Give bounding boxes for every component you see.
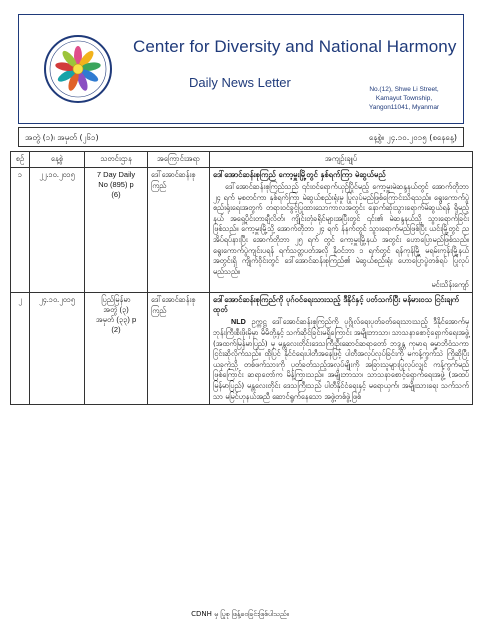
news-headline: ဒေါ်အောင်ဆန်းစုကြည်ကို ပုဂ်ဝင်ရေးသားသည့် ဒီနိုင်နှင့် ပတ်သက်ပြီး မန်မားဝသ ငြင်းချက်ထုတ် <box>213 295 460 315</box>
news-body: ဒေါ်အောင်ဆန်းစုကြည်သည် ၎င်းဝင်ရောက်ယှဉ်ပြိုင်မည့် ကော့မှူးမဲဆန္ဒနယ်တွင် အောက်တိုဘာ ၂၄ ရက် မှစတင်ကာ နှစ်ရက်ကြာ မဲဆွယ်စည်းရုံးမှု ပြုလုပ်မည်ဖြစ်ကြောင်းသိရသည်။ ရွေးကောက်ပွဲ စည်းရုံးရေးအတွက် တရားဝင်ခွင့်ပြုထားသောကာလအတွင်း နောက်ဆုံးသွားရောက်မဲဆွယ်ရန် ရှိမည့်နယ် အရှေ့ပိုင်းတာချီလိတ်၊ ကျိုင်းတုံခရိုင်များအပြီးတွင် ၎င်း၏ မဲဆန္ဒနယ်သို့ သွားရောက်ခြင်းဖြစ်သည်။ ကော့မှူးမြို့သို့ အောက်တိုဘာ ၂၄ ရက် နံနက်တွင် သွားရောက်မည်ဖြစ်ပြီး ယင်းမြို့တွင် ညအိပ်ရပ်နားပြီး အောက်တိုဘာ ၂၅ ရက် တွင် ကော့မှူးမြို့နယ် အတွင်း ဟောပြောမည်ဖြစ်သည်။ ရွေးကောက်ပွဲကျင်းပရန် ရက်သတ္တပတ်အလို နိုဝင်ဘာ ၁ ရက်တွင် ရန်ကုန်မြို့ မရမ်းကုန်းမြို့နယ်အတွင်းရှိ ကျိုက်ဝိုင်းတွင် ဒေါ်အောင်ဆန်းစုကြည်၏ မဲဆွယ်စည်းရုံး ဟောပြောပွဲတစ်ရပ် ပြုလုပ်မည်သည်။ <box>213 182 469 276</box>
row-date: ၂၄.၁၀.၂၀၁၅ <box>30 293 85 405</box>
row-date: ၂၂.၁၀.၂၀၁၅ <box>30 168 85 293</box>
footer-credit: CDNH မှ ပြုစု ဖြန့်ဝေခြင်းဖြစ်ပါသည်။ <box>191 610 289 618</box>
source-line: No (895) p <box>98 180 134 189</box>
issue-info-bar <box>18 127 464 147</box>
news-headline: ဒေါ်အောင်ဆန်းစုကြည် ကော့မှူးမြို့တွင် နှစ်ရက်ကြာ မဲဆွယ်မည် <box>213 170 386 179</box>
news-body-tag: NLD <box>231 317 246 327</box>
news-body-paragraph <box>213 317 469 402</box>
organization-title: Center for Diversity and National Harmony <box>133 37 457 56</box>
issue-volume: အတွဲ (၁)၊ အမှတ် (၂၆၁) <box>25 133 99 142</box>
row-number: ၁ <box>11 168 30 293</box>
source-line: အတွဲ (၃) <box>103 305 129 315</box>
source-line: 7 Day Daily <box>96 170 136 179</box>
diversity-harmony-logo-icon <box>41 29 115 109</box>
row-summary <box>210 168 473 293</box>
news-table <box>10 151 473 405</box>
source-line: ပြည်မြန်မာ <box>101 295 131 305</box>
row-summary <box>210 293 473 405</box>
news-reporter: မင်းသိန်းကျော် <box>431 280 469 290</box>
column-header-no: စဉ် <box>11 152 30 168</box>
row-topic: ဒေါ်အောင်ဆန်းစုကြည် <box>148 293 210 405</box>
row-source <box>85 168 148 293</box>
address-line: Yangon11041, Myanmar <box>368 104 440 111</box>
row-number: ၂ <box>11 293 30 405</box>
column-header-date: နေ့စွဲ <box>30 152 85 168</box>
news-body: ဥက္ကဋ္ဌ ဒေါ်အောင်ဆန်းစုကြည်ကို ပုဂ္ဂိုလ်ရေးပုတ်ခတ်ရေးသားသည့် ဒီနိုင်အောက်မှ ဘုန်းကြီးစီးဖိုးမိုမှာ မိမိတို့နှင့် သက်ဆိုင်ခြင်းမရှိကြောင်း အမျိုးဘာသာ၊ သာသနာစောင့်ရှောက်ရေးအဖွဲ့ (အထက်မြန်မာပြည်) မှ မန္တလေးတိုင်းဒေသကြီးဦးဆောင်ဆရာတော် ဘဒ္ဒန္တ ကုမာရ ဓမ္မာဘိဝံသကာ ငြင်းဆိုလိုက်သည်။ ထိုပြင် နိုင်ငံရေးပါတီအနေဖြင့် ပါတီအလုပ်လုပ်ခြင်းကို မကန့်ကွက်သဲ ကြိုဆိုပြီး ယခုကဲ့သို့ တစ်ဖက်သားကို ပုတ်ခတ်သည့်အလုပ်မျိုးကို အခြားသူများပြုလုပ်လျှင် ကန့်ကွက်မည်ဖြစ်ကြောင်း ဆရာတော်က မိန့်ကြားသည်။ အမျိုးဘာသာ၊ သာသနာစောင့်ရှောက်ရေးအဖွဲ့ (အထပ်မြန်မာပြည်) မန္တလေးတိုင်း ဒေသကြီးသည် ပါတီနိုင်ငံရေးနှင့် မရောယှက်၊ အမျိုးသားရေး သက်သက်သာ မမြင်ဟုနယ်အညီ ဆောင်ရွက်နေသော အဖွဲ့တစ်ဖွဲ့ဖြစ် <box>213 317 469 401</box>
issue-date: နေ့စွဲ။ ၂၄.၁၀.၂၀၁၅ (စနေနေ့) <box>368 133 457 142</box>
source-line: (6) <box>111 190 121 199</box>
table-header-row <box>11 152 473 168</box>
column-header-topic: အကြောင်းအရာ <box>148 152 210 168</box>
column-header-source: သတင်းဌာန <box>85 152 148 168</box>
newsletter-title: Daily News Letter <box>189 75 291 90</box>
table-row <box>11 293 473 405</box>
newsletter-header <box>18 14 464 124</box>
address-line: No.(12), Shwe Li Street, <box>369 86 439 93</box>
address-line: Kamayut Township, <box>375 95 433 102</box>
address-block <box>349 85 459 112</box>
column-header-summary: အကျဉ်းချုပ် <box>210 152 473 168</box>
table-row <box>11 168 473 293</box>
source-line: အမှတ် (၃၃) p <box>95 315 137 325</box>
source-line: (2) <box>111 325 121 335</box>
row-source <box>85 293 148 405</box>
row-topic: ဒေါ်အောင်ဆန်းစုကြည် <box>148 168 210 293</box>
